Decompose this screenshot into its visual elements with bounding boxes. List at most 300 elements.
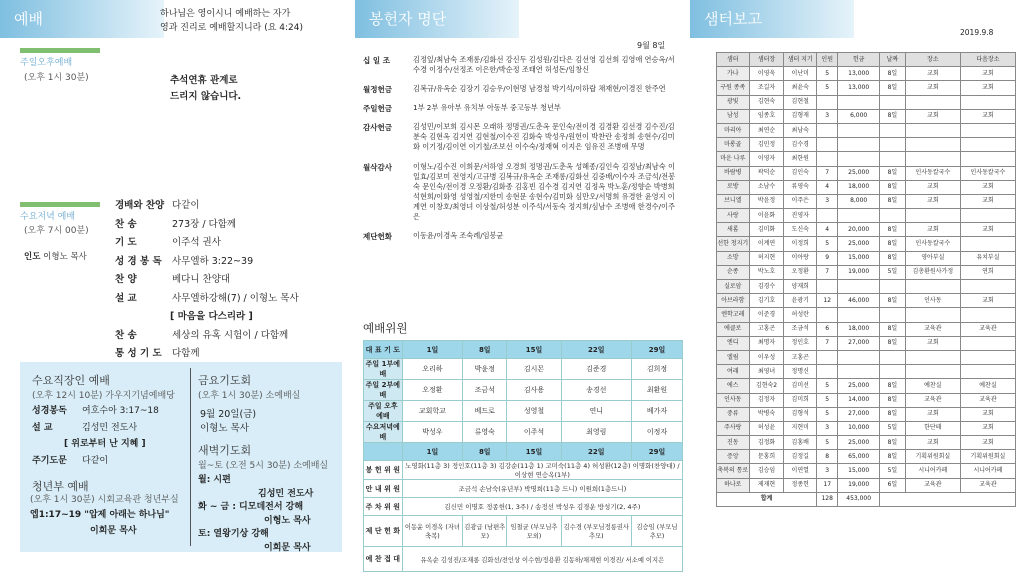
cell-value: 이우성 <box>749 350 784 364</box>
cell-value: 엔디 <box>717 336 750 350</box>
service-row <box>364 461 683 480</box>
cell-header: 다음장소 <box>960 53 1015 67</box>
sunday-pm-title: 주일오후예배 <box>20 58 73 68</box>
cell-value <box>879 138 905 152</box>
cell-value: 5 <box>817 81 838 95</box>
cell-value: 교회 <box>905 407 960 421</box>
youth-line: 엡1:17~19 "압제 아래는 하나님" <box>30 510 170 520</box>
cell-value: 중류 <box>717 407 750 421</box>
notice-line2: 드리지 않습니다. <box>170 91 242 102</box>
officers-header-cell: 대 표 기 도 <box>364 341 403 359</box>
cell-row <box>717 350 1016 364</box>
cell-row <box>717 194 1016 208</box>
reception-row <box>364 547 683 572</box>
cell-value: 5 <box>817 436 838 450</box>
cell-value: 이난미 <box>784 67 817 81</box>
cell-value <box>905 95 960 109</box>
cell-value: 8,000 <box>838 194 880 208</box>
order-label: 성 경 봉 독 <box>115 255 162 267</box>
cell-header-row <box>717 53 1016 67</box>
cell-value <box>817 95 838 109</box>
cell-value: 인사동칼국수 <box>960 166 1015 180</box>
cell-value: 교회 <box>960 81 1015 95</box>
cell-value: 교회 <box>960 436 1015 450</box>
cell-value: 13,000 <box>838 67 880 81</box>
cell-value <box>879 280 905 294</box>
cell-value: 교육관 <box>960 478 1015 492</box>
officers-header-row <box>364 341 683 359</box>
officers-header-cell: 8일 <box>463 443 507 461</box>
cell-value: 교회 <box>905 194 960 208</box>
cell-value: 교육관 <box>905 393 960 407</box>
cell-value: 8 <box>817 450 838 464</box>
donor-label: 십 일 조 <box>363 56 390 65</box>
donor-label: 제단헌화 <box>363 232 392 242</box>
donor-row <box>363 228 681 247</box>
donor-row <box>363 119 681 158</box>
officers-cell: 연니 <box>561 401 631 422</box>
offering-date: 9월 8일 <box>637 41 666 50</box>
cell-value <box>960 138 1015 152</box>
cell-value: 최윤숙 <box>784 81 817 95</box>
cell-value: 9 <box>817 251 838 265</box>
cell-value: 8일 <box>879 166 905 180</box>
cell-value <box>838 308 880 322</box>
youth-pastor: 이희문 목사 <box>90 526 137 536</box>
cell-value: 이정희 <box>784 237 817 251</box>
service-label: 안 내 위 원 <box>364 480 403 498</box>
cell-value <box>960 280 1015 294</box>
officers-header-cell: 15일 <box>507 341 561 359</box>
cell-value: 4 <box>817 223 838 237</box>
cell-value: 교회 <box>960 421 1015 435</box>
cell-value <box>879 350 905 364</box>
cell-header: 장소 <box>905 53 960 67</box>
cell-row <box>717 95 1016 109</box>
cell-value: 교회 <box>960 294 1015 308</box>
cell-value: 15,000 <box>838 464 880 478</box>
order-value: 다같이 <box>172 200 200 211</box>
cell-value <box>960 95 1015 109</box>
cell-value: 3 <box>817 421 838 435</box>
cell-value: 최명자 <box>749 336 784 350</box>
officers-header-cell <box>364 443 403 461</box>
cell-value: 17 <box>817 478 838 492</box>
officers-cell: 박윤정 <box>463 359 507 380</box>
cell-value: 시니어카페 <box>960 464 1015 478</box>
cell-value <box>817 280 838 294</box>
cell-value: 이영욱 <box>749 67 784 81</box>
cell-header: 샘터 지기 <box>784 53 817 67</box>
cell-value: 김기호 <box>749 294 784 308</box>
officers-cell: 최영림 <box>561 422 631 443</box>
cell-value <box>879 95 905 109</box>
dawn-tue: 화 ~ 금 : 디모데전서 강해 <box>198 502 304 512</box>
cell-value <box>817 350 838 364</box>
cell-value: 6,000 <box>838 109 880 123</box>
cell-value: 증앙 <box>717 450 750 464</box>
cell-value: 이준경 <box>749 308 784 322</box>
officers-row <box>364 422 683 443</box>
cell-value: 고홍곤 <box>784 350 817 364</box>
wed-noon-time: (오후 12시 10분) 가우지기념예배당 <box>32 391 175 401</box>
officers-cell: 조금석 <box>463 380 507 401</box>
cell-row <box>717 294 1016 308</box>
cell-value: 5일 <box>879 421 905 435</box>
cell-value: 김현철 <box>784 95 817 109</box>
noon-label: 설 교 <box>32 422 53 433</box>
cell-header: 샘터장 <box>749 53 784 67</box>
order-value: 베다니 찬양대 <box>172 274 231 285</box>
cell-value <box>905 138 960 152</box>
cell-value: 65,000 <box>838 450 880 464</box>
fri-leader: 이형노 목사 <box>200 423 249 434</box>
officers-cell: 오정환 <box>402 380 462 401</box>
cell-value: 진동 <box>717 436 750 450</box>
cell-value: 김승임 <box>749 464 784 478</box>
cell-header: 헌금 <box>838 53 880 67</box>
altar-cell: 임철균 (부모님추모외) <box>507 516 561 547</box>
cell-value: 교회 <box>905 436 960 450</box>
cell-row <box>717 436 1016 450</box>
cell-value: 8일 <box>879 379 905 393</box>
cell-total-row <box>717 492 1016 506</box>
cell-value <box>960 152 1015 166</box>
service-label: 봉 헌 위 원 <box>364 461 403 480</box>
officers-cell: 주일 오후예배 <box>364 401 403 422</box>
officers-header-cell: 22일 <box>561 443 631 461</box>
cell-value: 에클로 <box>717 322 750 336</box>
officers-header-cell: 1일 <box>402 341 462 359</box>
wed-title: 수요저녁 예배 <box>20 212 76 222</box>
cell-value: 이연열 <box>784 464 817 478</box>
cell-value: 가나 <box>717 67 750 81</box>
cell-value: 축복의 통로 <box>717 464 750 478</box>
noon-value: [ 위로부터 난 지혜 ] <box>64 439 146 449</box>
service-value: 김신민 이명호 정종헌(1, 3주) / 송정선 박성우 김경운 방성기(2, 4주) <box>402 498 682 516</box>
cell-value: 엔학고레 <box>717 308 750 322</box>
cell-value: 4 <box>817 180 838 194</box>
order-label: 찬 양 <box>115 274 137 285</box>
cell-value: 선한 청지기 <box>717 237 750 251</box>
cell-value: 기획위원회실 <box>960 450 1015 464</box>
cell-value <box>838 350 880 364</box>
cell-value: 사랑 <box>717 209 750 223</box>
cell-value: 박윤정 <box>749 194 784 208</box>
cell-row <box>717 308 1016 322</box>
cell-value: 8일 <box>879 294 905 308</box>
cell-row <box>717 393 1016 407</box>
cell-value: 윤광기 <box>784 294 817 308</box>
dawn-mon-leader: 김성민 전도사 <box>258 489 314 499</box>
cell-value <box>838 365 880 379</box>
cell-value: 이아랑 <box>784 251 817 265</box>
officers-title: 예배위원 <box>363 321 408 335</box>
cell-value <box>960 308 1015 322</box>
cell-value: 브니엘 <box>717 194 750 208</box>
cell-value <box>960 336 1015 350</box>
cell-value <box>905 350 960 364</box>
wed-noon-title: 수요직장인 예배 <box>32 374 110 387</box>
cell-value: 김현숙2 <box>749 379 784 393</box>
donor-names: 김정잎/최남숙 조재롱/김화선 강신두 김성원/김다은 김선영 김선희 김영애 연승옥/서수경 이정수/선정조 이은한/박순정 조태연 허성돈/임창신 <box>413 55 675 75</box>
donor-table <box>363 52 681 247</box>
cell-value: 19,000 <box>838 265 880 279</box>
officers-cell: 김희정 <box>632 359 683 380</box>
donor-names: 이형노/김수진 이희문/서하영 오경희 정명권/도춘옥 성혜종/김인숙 김정남/최남숙 이일효/김보미 전영지/고규병 김복규/유옥순 조재롱/김화선 김중배/이수자 조금석/전봉숙 문인숙/전이경 오정환/김화종 김홍빈 김수경 김지연 김정옥 박노훈/정향순 박병희 석현희/이화영 성영철/지한미 송현문 송현수/김미화 심만오/서명희 유경한 윤영지 이계연 이창호/최영녀 이상철/허성분 이주석/서동숙 정지희/심남수 조병애 한경수/이주은 <box>413 161 676 221</box>
cell-report-header: 샘터보고 <box>690 0 854 38</box>
cell-value: 유치부실 <box>960 251 1015 265</box>
cell-value: 인사동 <box>905 294 960 308</box>
cell-value: 5 <box>817 407 838 421</box>
cell-value: 예찬실 <box>960 379 1015 393</box>
cell-value: 김미희 <box>784 393 817 407</box>
cell-value: 5 <box>817 393 838 407</box>
cell-value: 14,000 <box>838 393 880 407</box>
noon-label: 주기도문 <box>32 455 67 466</box>
cell-value: 양재희 <box>784 280 817 294</box>
officers-cell: 베드로 <box>463 401 507 422</box>
cell-value: 5일 <box>879 464 905 478</box>
donor-label: 월정헌금 <box>363 85 392 95</box>
cell-report-date: 2019.9.8 <box>960 28 994 37</box>
cell-value: 김정길 <box>784 450 817 464</box>
cell-row <box>717 322 1016 336</box>
cell-value: 교회 <box>905 109 960 123</box>
order-label: 찬 송 <box>115 218 137 230</box>
order-value: [ 마음을 다스리라 ] <box>170 311 253 322</box>
order-label: 경배와 찬양 <box>115 200 165 211</box>
cell-row <box>717 166 1016 180</box>
cell-value: 18,000 <box>838 322 880 336</box>
cell-value: 8일 <box>879 407 905 421</box>
officers-row <box>364 380 683 401</box>
cell-value: 교회 <box>905 223 960 237</box>
order-label: 찬 송 <box>115 329 137 341</box>
donor-row <box>363 52 681 81</box>
cell-header: 인원 <box>817 53 838 67</box>
cell-value: 8일 <box>879 194 905 208</box>
cell-value <box>879 308 905 322</box>
cell-value: 최한원 <box>784 152 817 166</box>
cell-value <box>905 152 960 166</box>
cell-value: 기획위원회실 <box>905 450 960 464</box>
cell-value: 실로암 <box>717 280 750 294</box>
cell-value: 하나로 <box>717 478 750 492</box>
donor-names: 김성민/이보희 김시몬 오래하 정명권/도춘옥 문인숙/전이경 김경환 김선경 김수진/김분숙 김현옥 김지연 김현철/이수진 김화숙 박성우/원헌이 박찬란 송정희 송현수/김미화 이기정/김이연 이기철/조보선 이수숙/정재혁 이지은 임유진 조병애 무명 <box>413 122 675 152</box>
donor-row <box>363 159 681 228</box>
cell-value: 바람병 <box>717 166 750 180</box>
order-value: 사무엘하 3:22~39 <box>172 255 254 267</box>
donor-names: 1부 2부 유아부 유치부 아동부 중고등부 청년부 <box>413 103 561 113</box>
service-value: 노영화(11층 3) 정인호(11층 3) 김강순(11층 1) 고미숙(11층 4) 허성환(12층) 이명화(찬양대) / 이상현 연승옥(1부) <box>402 461 682 480</box>
cell-value: 교육관 <box>905 322 960 336</box>
cell-value: 김미선 <box>784 379 817 393</box>
officers-header-cell: 29일 <box>632 341 683 359</box>
cell-value: 8일 <box>879 393 905 407</box>
cell-value: 김홍배 <box>784 436 817 450</box>
dawn-mon: 월: 시편 <box>198 475 231 485</box>
cell-value: 교회 <box>960 180 1015 194</box>
wed-time: (오후 7시 00분) <box>24 226 89 236</box>
cell-value: 8일 <box>879 109 905 123</box>
cell-value: 마롱골 <box>717 138 750 152</box>
cell-value: 순종 <box>717 265 750 279</box>
officers-cell: 김사용 <box>507 380 561 401</box>
cell-value: 5 <box>817 67 838 81</box>
cell-value: 8일 <box>879 237 905 251</box>
cell-value <box>838 209 880 223</box>
officers-cell: 김시몬 <box>507 359 561 380</box>
verse-line1: 하나님은 영이시니 예배하는 자가 <box>160 9 291 19</box>
cell-row <box>717 365 1016 379</box>
cell-value: 5일 <box>879 265 905 279</box>
officers-cell: 이정자 <box>632 422 683 443</box>
cell-row <box>717 336 1016 350</box>
cell-value: 최영녀 <box>749 365 784 379</box>
officers-header-cell: 15일 <box>507 443 561 461</box>
cell-value: 시니어카페 <box>905 464 960 478</box>
cell-value <box>817 365 838 379</box>
total-label: 합계 <box>717 492 817 506</box>
cell-value: 이계연 <box>749 237 784 251</box>
cell-report-panel <box>690 0 1024 556</box>
cell-value <box>960 365 1015 379</box>
worship-panel <box>0 0 350 556</box>
cell-value: 8일 <box>879 180 905 194</box>
cell-value: 7 <box>817 336 838 350</box>
cell-row <box>717 180 1016 194</box>
offering-panel <box>355 0 685 564</box>
notice-line1: 추석연휴 관계로 <box>170 75 238 86</box>
cell-value <box>879 152 905 166</box>
cell-value: 광빛 <box>717 95 750 109</box>
cell-value <box>879 209 905 223</box>
service-row <box>364 498 683 516</box>
cell-row <box>717 421 1016 435</box>
officers-cell: 최환원 <box>632 380 683 401</box>
fri-date: 9월 20일(금) <box>200 409 257 420</box>
cell-value: 허지현 <box>749 251 784 265</box>
cell-value: 진영자 <box>784 209 817 223</box>
cell-header: 날짜 <box>879 53 905 67</box>
cell-value: 7 <box>817 265 838 279</box>
divider-green <box>20 48 100 53</box>
cell-value: 조금석 <box>784 322 817 336</box>
cell-value: 8일 <box>879 450 905 464</box>
altar-label: 제 단 헌 화 <box>364 516 403 547</box>
cell-value: 남성 <box>717 109 750 123</box>
cell-value: 정명신 <box>784 365 817 379</box>
cell-value: 김경수 <box>749 280 784 294</box>
cell-value <box>879 365 905 379</box>
leader-label: 인도 <box>24 252 41 262</box>
cell-row <box>717 109 1016 123</box>
cell-row <box>717 251 1016 265</box>
officers-header-row <box>364 443 683 461</box>
cell-value: 5 <box>817 237 838 251</box>
fri-time: (오후 1시 30분) 소예배실 <box>198 391 301 401</box>
altar-cell: 김승임 (부모님 추모) <box>632 516 683 547</box>
altar-cell: 이동윤 이경옥 (자녀축복) <box>402 516 462 547</box>
cell-value: 구원 종족 <box>717 81 750 95</box>
cell-value <box>905 280 960 294</box>
total-empty <box>879 492 1015 506</box>
cell-value: 정종헌 <box>784 478 817 492</box>
cell-value: 8일 <box>879 436 905 450</box>
cell-row <box>717 223 1016 237</box>
cell-value: 이윤화 <box>749 209 784 223</box>
cell-value: 5 <box>817 379 838 393</box>
cell-value: 25,000 <box>838 379 880 393</box>
cell-value: 교회 <box>905 67 960 81</box>
officers-cell: 송경선 <box>561 380 631 401</box>
cell-row <box>717 81 1016 95</box>
cell-value: 마리아 <box>717 123 750 137</box>
cell-value: 20,000 <box>838 223 880 237</box>
cell-value: 엘림 <box>717 350 750 364</box>
cell-value: 인사동칼국수 <box>905 166 960 180</box>
order-label: 설 교 <box>115 292 137 304</box>
officers-cell: 수요저녁예배 <box>364 422 403 443</box>
cell-value <box>817 152 838 166</box>
cell-value: 박노호 <box>749 265 784 279</box>
cell-value: 김형재 <box>784 109 817 123</box>
cell-value <box>960 209 1015 223</box>
donor-label: 주일헌금 <box>363 104 392 114</box>
cell-row <box>717 464 1016 478</box>
cell-value: 고홍곤 <box>749 322 784 336</box>
donor-row <box>363 100 681 119</box>
youth-title: 청년부 예배 <box>32 480 89 493</box>
worship-header: 예배 <box>0 0 164 38</box>
altar-cell: 김수경 (부모님정릉권사 추모) <box>561 516 631 547</box>
cell-row <box>717 280 1016 294</box>
cell-row <box>717 265 1016 279</box>
cell-value: 소남수 <box>749 180 784 194</box>
donor-names: 김복규/유옥순 김장기 김승우/이현명 남경철 박기석/이하랍 채재현/이경진 한주연 <box>413 84 666 94</box>
reception-label: 예 찬 접 대 <box>364 547 403 572</box>
officers-cell: 오리하 <box>402 359 462 380</box>
dawn-title: 새벽기도회 <box>198 444 252 457</box>
cell-value: 오정환 <box>784 265 817 279</box>
total-offering: 453,000 <box>838 492 880 506</box>
cell-value: 교회 <box>905 81 960 95</box>
cell-value: 교회 <box>960 407 1015 421</box>
cell-value: 허성란 <box>784 308 817 322</box>
cell-value: 김현숙 <box>749 95 784 109</box>
cell-value: 김형석 <box>784 407 817 421</box>
cell-value: 최연순 <box>749 123 784 137</box>
cell-value <box>960 350 1015 364</box>
cell-value: 27,000 <box>838 336 880 350</box>
cell-value: 인사동 <box>717 393 750 407</box>
cell-value: 8일 <box>879 251 905 265</box>
donor-row <box>363 81 681 100</box>
cell-value: 로방 <box>717 180 750 194</box>
cell-value: 김수경 <box>784 138 817 152</box>
officers-row <box>364 359 683 380</box>
cell-value <box>905 365 960 379</box>
officers-cell: 주일 1부예배 <box>364 359 403 380</box>
cell-row <box>717 152 1016 166</box>
noon-value: 김성민 전도사 <box>82 422 138 433</box>
service-value: 조금석 손남숙(유년부) 박명희(11층 드니) 이원희(1층드니) <box>402 480 682 498</box>
cell-value <box>960 123 1015 137</box>
order-value: 다함께 <box>172 348 200 359</box>
officers-table <box>363 340 683 572</box>
cell-value: 3 <box>817 194 838 208</box>
